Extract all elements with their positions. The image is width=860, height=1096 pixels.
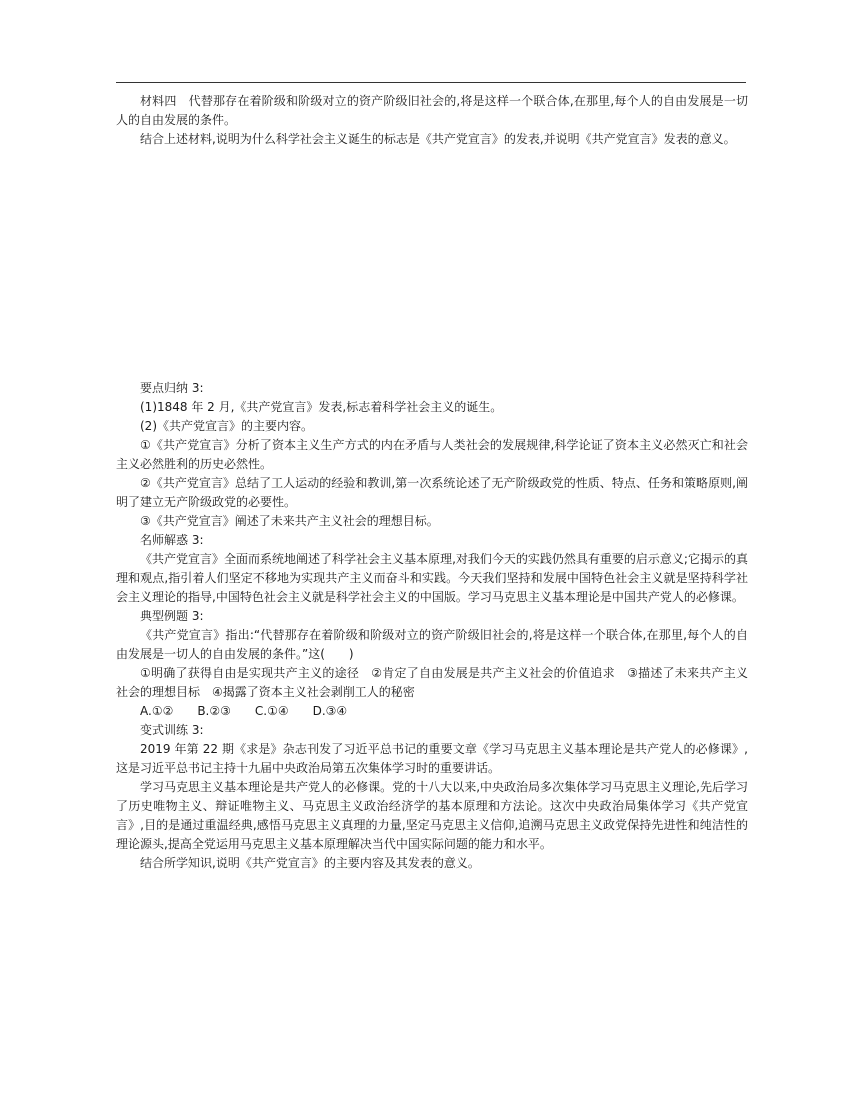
key-point-1: (1)1848 年 2 月,《共产党宣言》发表,标志着科学社会主义的诞生。 bbox=[140, 400, 503, 414]
practice-paragraph-1: 2019 年第 22 期《求是》杂志刊发了习近平总书记的重要文章《学习马克思主义基本理论是共产党人的必修课》,这是习近平总书记主持十九届中央政治局第五次集体学习时的重要讲话。 bbox=[116, 742, 748, 775]
question-paragraph: 结合上述材料,说明为什么科学社会主义诞生的标志是《共产党宣言》的发表,并说明《共产党宣言》发表的意义。 bbox=[140, 132, 736, 146]
example-stem: 《共产党宣言》指出:“代替那存在着阶级和阶级对立的资产阶级旧社会的,将是这样一个联合体,在那里,每个人的自由发展是一切人的自由发展的条件。”这( ) bbox=[116, 628, 748, 661]
key-point-3: ①《共产党宣言》分析了资本主义生产方式的内在矛盾与人类社会的发展规律,科学论证了资本主义必然灭亡和社会主义必然胜利的历史必然性。 bbox=[116, 438, 748, 471]
header-rule bbox=[116, 82, 746, 83]
top-section bbox=[116, 92, 748, 149]
teacher-notes-text: 《共产党宣言》全面而系统地阐述了科学社会主义基本原理,对我们今天的实践仍然具有重要的启示意义;它揭示的真理和观点,指引着人们坚定不移地为实现共产主义而奋斗和实践。今天我们坚持和发展中国特色社会主义就是坚持科学社会主义理论的指导,中国特色社会主义就是科学社会主义的中国版。学习马克思主义基本理论是中国共产党人的必修课。 bbox=[116, 552, 748, 604]
practice-question: 结合所学知识,说明《共产党宣言》的主要内容及其发表的意义。 bbox=[140, 856, 480, 870]
key-point-5: ③《共产党宣言》阐述了未来共产主义社会的理想目标。 bbox=[140, 514, 439, 528]
example-statements: ①明确了获得自由是实现共产主义的途径 ②肯定了自由发展是共产主义社会的价值追求 ③描述了未来共产主义社会的理想目标 ④揭露了资本主义社会剥削工人的秘密 bbox=[116, 666, 748, 699]
example-heading: 典型例题 3: bbox=[140, 609, 204, 623]
key-point-4: ②《共产党宣言》总结了工人运动的经验和教训,第一次系统论述了无产阶级政党的性质、特点、任务和策略原则,阐明了建立无产阶级政党的必要性。 bbox=[116, 476, 748, 509]
main-section bbox=[116, 379, 748, 873]
teacher-notes-heading: 名师解惑 3: bbox=[140, 533, 204, 547]
practice-paragraph-2: 学习马克思主义基本理论是共产党人的必修课。党的十八大以来,中央政治局多次集体学习马克思主义理论,先后学习了历史唯物主义、辩证唯物主义、马克思主义政治经济学的基本原理和方法论。这次中央政治局集体学习《共产党宣言》,目的是通过重温经典,感悟马克思主义真理的力量,坚定马克思主义信仰,追溯马克思主义政党保持先进性和纯洁性的理论源头,提高全党运用马克思主义基本原理解决当代中国实际问题的能力和水平。 bbox=[116, 780, 748, 851]
key-points-heading: 要点归纳 3: bbox=[140, 381, 204, 395]
example-options: A.①② B.②③ C.①④ D.③④ bbox=[140, 704, 348, 718]
key-point-2: (2)《共产党宣言》的主要内容。 bbox=[140, 419, 313, 433]
material-four-paragraph: 材料四 代替那存在着阶级和阶级对立的资产阶级旧社会的,将是这样一个联合体,在那里,每个人的自由发展是一切人的自由发展的条件。 bbox=[116, 94, 748, 127]
practice-heading: 变式训练 3: bbox=[140, 723, 204, 737]
